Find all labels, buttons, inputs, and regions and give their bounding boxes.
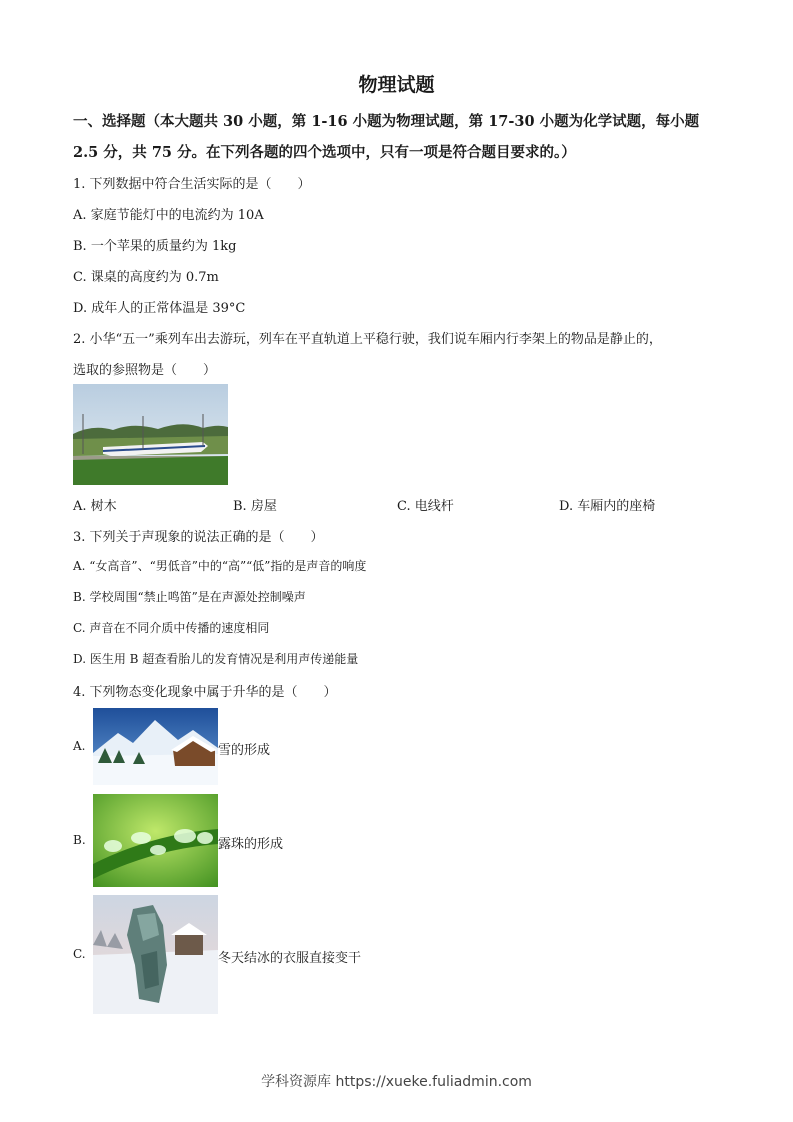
q3-option-a: A. “女高音”、“男低音”中的“高”“低”指的是声音的响度 xyxy=(73,559,367,573)
q2-option-a: A. 树木 xyxy=(73,499,117,514)
q1-option-a: A. 家庭节能灯中的电流约为 10A xyxy=(73,208,264,223)
q1-option-b: B. 一个苹果的质量约为 1kg xyxy=(73,239,237,254)
q1-option-c: C. 课桌的高度约为 0.7m xyxy=(73,270,219,285)
q2-option-b: B. 房屋 xyxy=(233,499,277,514)
q2-option-c: C. 电线杆 xyxy=(397,499,454,514)
frozen-clothes-photo xyxy=(93,895,218,1014)
dewdrop-leaf-photo xyxy=(93,794,218,887)
section-heading-line2: 2.5 分，共 75 分。在下列各题的四个选项中，只有一项是符合题目要求的。） xyxy=(73,144,576,161)
q3-option-b: B. 学校周围“禁止鸣笛”是在声源处控制噪声 xyxy=(73,590,306,604)
q3-option-c: C. 声音在不同介质中传播的速度相同 xyxy=(73,621,270,635)
section-heading-line1: 一、选择题（本大题共 30 小题，第 1-16 小题为物理试题，第 17-30 小题为化学试题，每小题 xyxy=(73,113,700,130)
footer-watermark: 学科资源库 https://xueke.fuliadmin.com xyxy=(261,1074,532,1090)
q2-stem-line1: 2. 小华“五一”乘列车出去游玩，列车在平直轨道上平稳行驶，我们说车厢内行李架上的物品是静止的， xyxy=(73,332,662,347)
q4-option-c-text: 冬天结冰的衣服直接变干 xyxy=(218,951,362,966)
q4-option-b-letter: B. xyxy=(73,833,86,847)
q2-option-d: D. 车厢内的座椅 xyxy=(559,499,656,514)
q4-option-c-letter: C. xyxy=(73,947,86,961)
page-title: 物理试题 xyxy=(358,74,435,96)
snow-cabin-photo xyxy=(93,708,218,785)
q4-stem: 4. 下列物态变化现象中属于升华的是（ ） xyxy=(73,685,337,700)
q1-stem: 1. 下列数据中符合生活实际的是（ ） xyxy=(73,177,311,192)
q3-option-d: D. 医生用 B 超查看胎儿的发育情况是利用声传递能量 xyxy=(73,652,359,666)
q4-option-a-text: 雪的形成 xyxy=(218,743,271,758)
q2-stem-line2: 选取的参照物是（ ） xyxy=(73,363,217,378)
q4-option-a-letter: A. xyxy=(73,739,86,753)
q3-stem: 3. 下列关于声现象的说法正确的是（ ） xyxy=(73,530,324,545)
q4-option-b-text: 露珠的形成 xyxy=(218,837,284,852)
train-photo xyxy=(73,384,228,485)
q1-option-d: D. 成年人的正常体温是 39°C xyxy=(73,301,246,316)
